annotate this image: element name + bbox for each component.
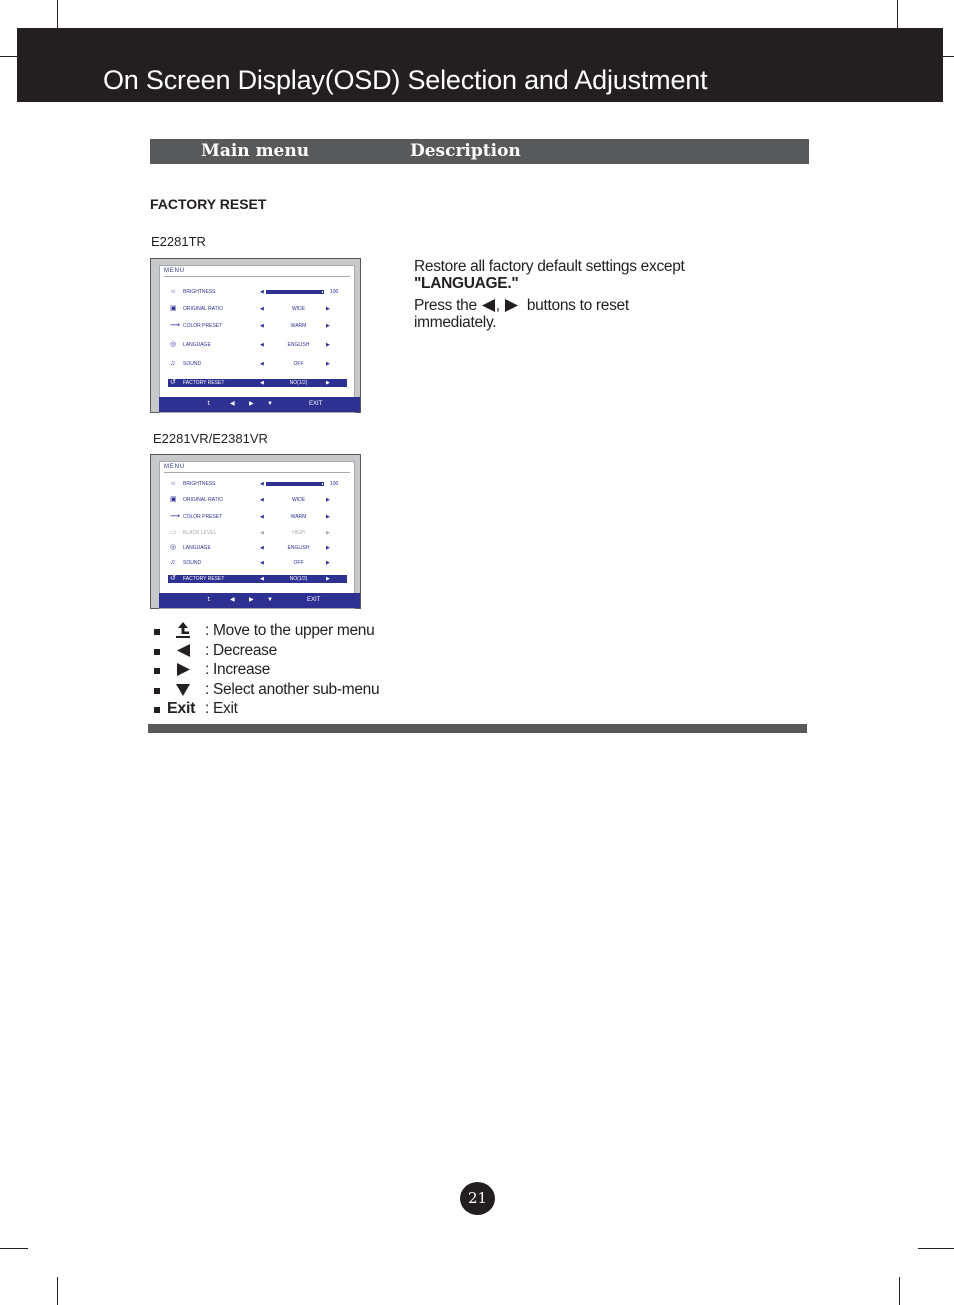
- crop-mark: [897, 0, 898, 28]
- osd-row-label: BLACK LEVEL: [183, 530, 217, 536]
- bullet: [154, 649, 160, 655]
- bullet: [154, 688, 160, 694]
- color-preset-icon: ⟿: [170, 322, 181, 329]
- increase-arrow-icon[interactable]: ▶: [326, 576, 330, 582]
- slider-fill: [267, 291, 322, 293]
- osd-row[interactable]: [168, 288, 347, 296]
- decrease-arrow-icon[interactable]: ◀: [260, 497, 264, 503]
- osd-row[interactable]: [168, 360, 347, 368]
- osd-row-value: OFF: [293, 361, 304, 367]
- decrease-arrow-icon[interactable]: ◀: [260, 576, 264, 582]
- right-arrow-icon: [172, 660, 194, 679]
- osd-panel: [159, 265, 355, 413]
- press-line2: immediately.: [414, 314, 497, 331]
- brightness-slider[interactable]: [266, 482, 324, 486]
- osd-divider: [164, 472, 350, 473]
- crop-mark: [0, 56, 17, 57]
- osd-row[interactable]: [168, 379, 347, 387]
- crop-mark: [57, 1277, 58, 1305]
- decrease-arrow-icon[interactable]: ◀: [260, 306, 264, 312]
- decrease-arrow-icon[interactable]: ◀: [260, 380, 264, 386]
- osd-row[interactable]: [168, 496, 347, 504]
- left-arrow-icon: [481, 299, 496, 312]
- down-arrow-icon: [172, 680, 194, 699]
- left-arrow-icon: ◀: [230, 597, 235, 603]
- black-level-icon: ▭: [170, 529, 177, 536]
- osd-row-value: ENGLISH: [287, 545, 310, 551]
- legend-decrease: : Decrease: [205, 641, 277, 659]
- osd-row-label: COLOR PRESET: [183, 514, 223, 520]
- increase-arrow-icon[interactable]: ▶: [326, 342, 330, 348]
- osd-row-label: SOUND: [183, 560, 202, 566]
- bullet: [154, 668, 160, 674]
- bottom-rule: [148, 724, 807, 733]
- legend-submenu: : Select another sub-menu: [205, 680, 380, 698]
- description-line: Restore all factory default settings except: [414, 258, 685, 275]
- osd-row[interactable]: [168, 513, 347, 521]
- music-note-icon: ♫: [170, 559, 176, 566]
- osd-row[interactable]: [168, 575, 347, 583]
- column-description: Description: [410, 141, 521, 161]
- increase-arrow-icon[interactable]: ▶: [326, 514, 330, 520]
- osd-exit-label: EXIT: [307, 597, 321, 603]
- osd-divider: [164, 276, 350, 277]
- brightness-slider[interactable]: [266, 290, 324, 294]
- header-bar: [17, 28, 943, 102]
- osd-row-value: WARM: [290, 514, 307, 520]
- globe-icon: ◎: [170, 544, 177, 551]
- sun-icon: ☼: [170, 288, 177, 295]
- description: [414, 258, 744, 331]
- left-arrow-icon: ◀: [230, 401, 235, 407]
- crop-mark: [0, 1248, 28, 1249]
- decrease-arrow-icon[interactable]: ◀: [260, 481, 264, 487]
- decrease-arrow-icon[interactable]: ◀: [260, 545, 264, 551]
- osd-row-label: COLOR PRESET: [183, 323, 223, 329]
- upper-menu-icon: ⮤: [207, 597, 211, 603]
- osd-row-value: WARM: [290, 323, 307, 329]
- section-title: FACTORY RESET: [150, 196, 267, 212]
- bullet: [154, 629, 160, 635]
- press-suffix: buttons to reset: [526, 297, 629, 314]
- osd-row[interactable]: [168, 529, 347, 537]
- osd-row-label: FACTORY RESET: [183, 380, 225, 386]
- increase-arrow-icon[interactable]: ▶: [326, 380, 330, 386]
- osd-footer: [159, 593, 360, 608]
- osd-exit-label: EXIT: [309, 401, 323, 407]
- right-arrow-icon: ▶: [249, 597, 254, 603]
- increase-arrow-icon[interactable]: ▶: [326, 560, 330, 566]
- crop-mark: [899, 1277, 900, 1305]
- ratio-icon: ▣: [170, 496, 177, 503]
- decrease-arrow-icon[interactable]: ◀: [260, 323, 264, 329]
- osd-row-label: BRIGHTNESS: [183, 289, 216, 295]
- increase-arrow-icon[interactable]: ▶: [326, 497, 330, 503]
- page-number: 21: [460, 1182, 495, 1215]
- decrease-arrow-icon[interactable]: ◀: [260, 289, 264, 295]
- increase-arrow-icon[interactable]: ▶: [326, 306, 330, 312]
- osd-row-value: ENGLISH: [287, 342, 310, 348]
- increase-arrow-icon[interactable]: ▶: [326, 530, 330, 536]
- column-main-menu: Main menu: [201, 141, 310, 161]
- osd-row[interactable]: [168, 341, 347, 349]
- sun-icon: ☼: [170, 480, 177, 487]
- osd-row[interactable]: [168, 480, 347, 488]
- model-label-2: E2281VR/E2381VR: [153, 431, 268, 446]
- right-arrow-icon: [504, 299, 519, 312]
- osd-row[interactable]: [168, 544, 347, 552]
- ratio-icon: ▣: [170, 305, 177, 312]
- osd-row-value: WIDE: [291, 497, 306, 503]
- osd-row-label: SOUND: [183, 361, 202, 367]
- decrease-arrow-icon[interactable]: ◀: [260, 514, 264, 520]
- press-comma: ,: [495, 297, 500, 314]
- crop-mark: [57, 0, 58, 28]
- osd-row-label: ORIGINAL RATIO: [183, 497, 224, 503]
- osd-row-value: NO(1/2): [289, 576, 308, 582]
- reset-icon: ↺: [170, 379, 176, 386]
- model-label-1: E2281TR: [151, 234, 206, 249]
- decrease-arrow-icon[interactable]: ◀: [260, 361, 264, 367]
- osd-menu-label: MENU: [164, 268, 185, 274]
- globe-icon: ◎: [170, 341, 177, 348]
- osd-row-label: FACTORY RESET: [183, 576, 225, 582]
- down-arrow-icon: ▼: [267, 597, 273, 603]
- left-arrow-icon: [172, 641, 194, 660]
- osd-row-value: NO(1/2): [289, 380, 308, 386]
- music-note-icon: ♫: [170, 360, 176, 367]
- crop-mark: [943, 56, 954, 57]
- brightness-value: 100: [330, 481, 339, 487]
- legend-exit-word: Exit: [167, 700, 196, 717]
- bullet: [154, 707, 160, 713]
- color-preset-icon: ⟿: [170, 513, 181, 520]
- osd-row-label: LANGUAGE: [183, 545, 211, 551]
- osd-row-label: BRIGHTNESS: [183, 481, 216, 487]
- decrease-arrow-icon[interactable]: ◀: [260, 342, 264, 348]
- osd-menu-label: MENU: [164, 464, 185, 470]
- legend-exit: : Exit: [205, 700, 238, 717]
- brightness-value: 100: [330, 289, 339, 295]
- slider-fill: [267, 483, 322, 485]
- osd-row-value: OFF: [293, 560, 304, 566]
- upper-menu-icon: ⮤: [207, 401, 211, 407]
- decrease-arrow-icon[interactable]: ◀: [260, 560, 264, 566]
- down-arrow-icon: ▼: [267, 401, 273, 407]
- osd-row-value: HIGH: [292, 530, 305, 536]
- osd-screenshot-2: [150, 454, 361, 609]
- increase-arrow-icon[interactable]: ▶: [326, 323, 330, 329]
- osd-row-value: WIDE: [291, 306, 306, 312]
- press-prefix: Press the: [414, 297, 477, 314]
- osd-footer: [159, 397, 360, 412]
- osd-row-label: LANGUAGE: [183, 342, 211, 348]
- osd-row-label: ORIGINAL RATIO: [183, 306, 224, 312]
- upper-menu-icon: [172, 621, 194, 640]
- decrease-arrow-icon[interactable]: ◀: [260, 530, 264, 536]
- osd-row[interactable]: [168, 559, 347, 567]
- osd-screenshot-1: [150, 258, 361, 413]
- table-header: [150, 139, 809, 164]
- osd-row[interactable]: [168, 322, 347, 330]
- osd-panel: [159, 461, 355, 609]
- crop-mark: [918, 1248, 954, 1249]
- increase-arrow-icon[interactable]: ▶: [326, 545, 330, 551]
- description-press: [414, 297, 744, 314]
- right-arrow-icon: ▶: [249, 401, 254, 407]
- description-language: "LANGUAGE.": [414, 275, 519, 292]
- reset-icon: ↺: [170, 575, 176, 582]
- increase-arrow-icon[interactable]: ▶: [326, 361, 330, 367]
- legend-increase: : Increase: [205, 661, 271, 678]
- osd-row[interactable]: [168, 305, 347, 313]
- page-title: On Screen Display(OSD) Selection and Adjustment: [103, 65, 708, 95]
- legend-upper: : Move to the upper menu: [205, 622, 375, 639]
